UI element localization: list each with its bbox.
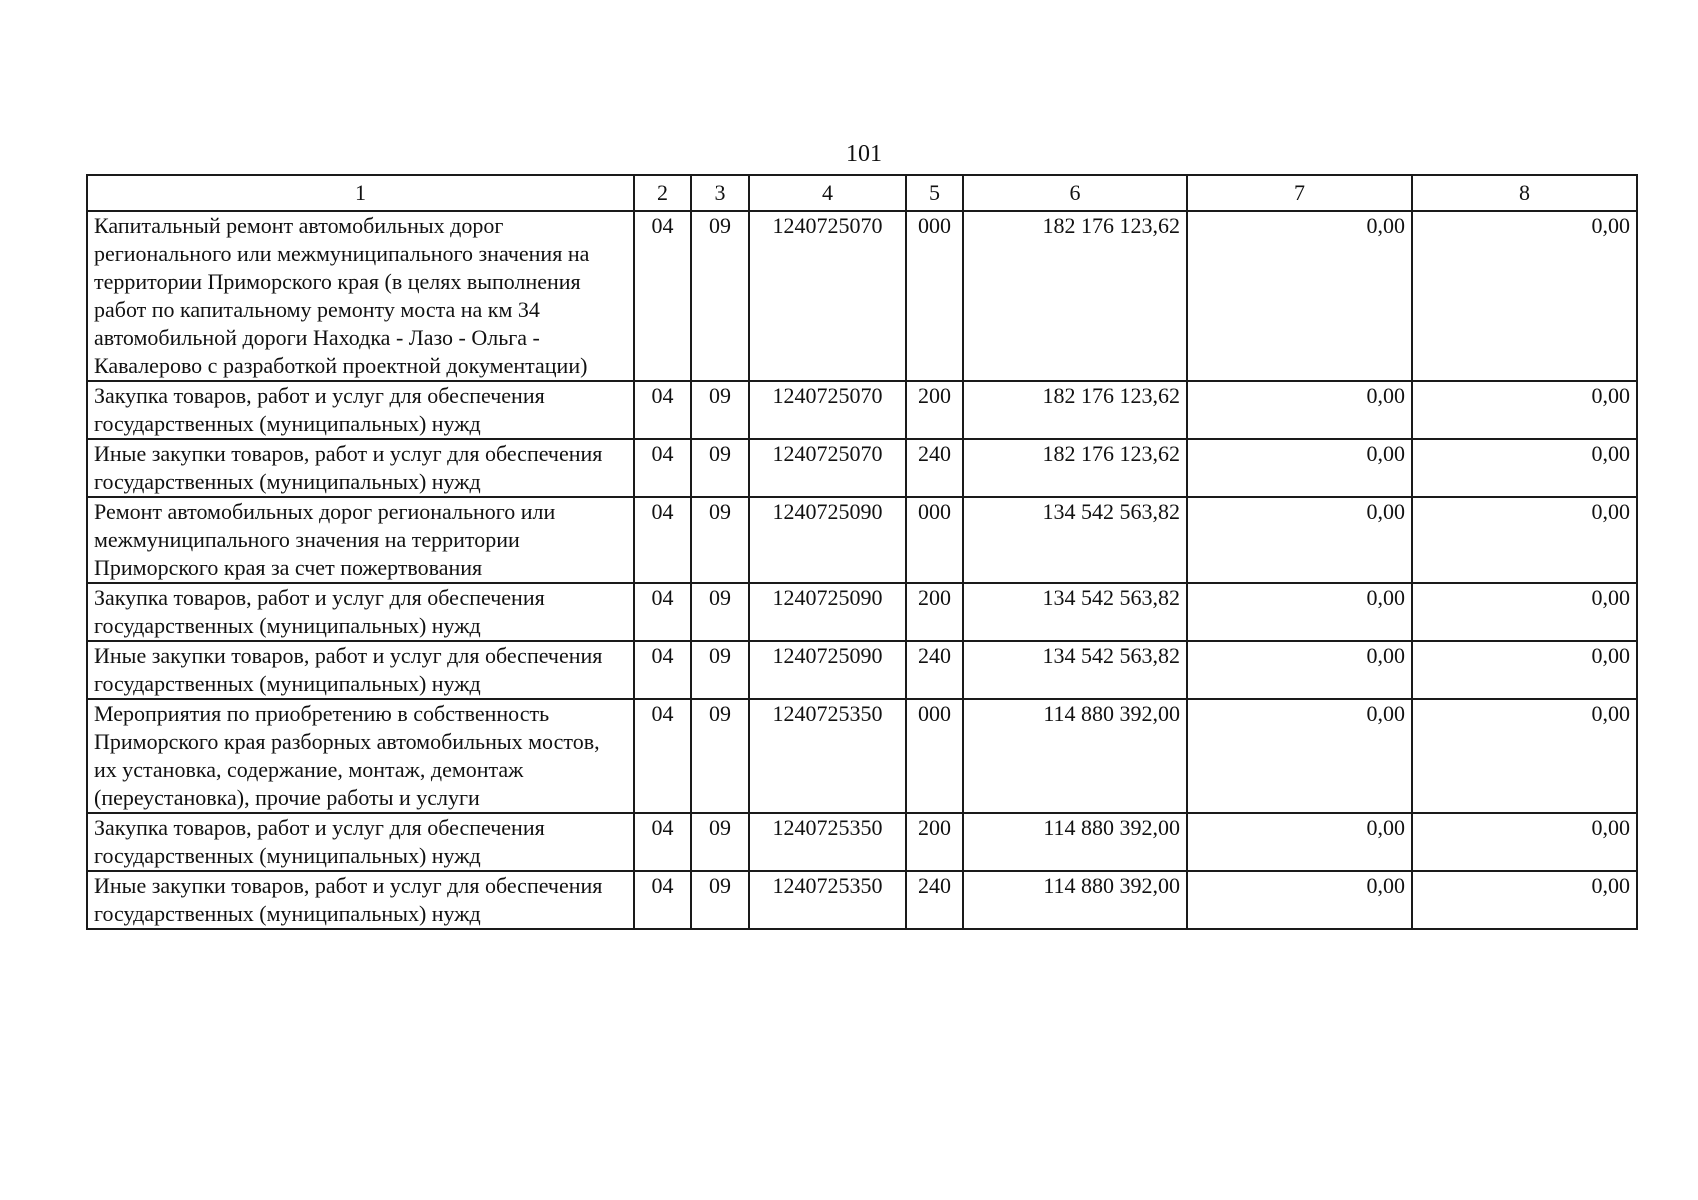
amount-col-6: 134 542 563,82: [963, 641, 1187, 699]
amount-col-6: 114 880 392,00: [963, 699, 1187, 813]
amount-col-8: 0,00: [1412, 211, 1637, 381]
header-row: [87, 175, 1637, 211]
amount-col-8: 0,00: [1412, 583, 1637, 641]
section-code: 04: [634, 583, 691, 641]
header-col-6: 6: [963, 175, 1187, 211]
header-col-8: 8: [1412, 175, 1637, 211]
subsection-code: 09: [691, 583, 749, 641]
row-name: Мероприятия по приобретению в собственность Приморского края разборных автомобильных мостов, их установка, содержание, монтаж, демонтаж (переустановка), прочие работы и услуги: [87, 699, 634, 813]
amount-col-7: 0,00: [1187, 871, 1412, 929]
target-article-code: 1240725350: [749, 871, 906, 929]
amount-col-8: 0,00: [1412, 699, 1637, 813]
amount-col-7: 0,00: [1187, 497, 1412, 583]
row-name: Закупка товаров, работ и услуг для обеспечения государственных (муниципальных) нужд: [87, 813, 634, 871]
target-article-code: 1240725070: [749, 381, 906, 439]
target-article-code: 1240725090: [749, 583, 906, 641]
row-name: Иные закупки товаров, работ и услуг для обеспечения государственных (муниципальных) нужд: [87, 871, 634, 929]
section-code: 04: [634, 813, 691, 871]
amount-col-8: 0,00: [1412, 641, 1637, 699]
budget-table: [86, 174, 1638, 930]
table-row: [87, 699, 1637, 813]
row-name: Закупка товаров, работ и услуг для обеспечения государственных (муниципальных) нужд: [87, 381, 634, 439]
expense-type-code: 240: [906, 641, 963, 699]
amount-col-8: 0,00: [1412, 871, 1637, 929]
section-code: 04: [634, 381, 691, 439]
expense-type-code: 240: [906, 871, 963, 929]
section-code: 04: [634, 211, 691, 381]
subsection-code: 09: [691, 211, 749, 381]
subsection-code: 09: [691, 381, 749, 439]
amount-col-7: 0,00: [1187, 211, 1412, 381]
row-name: Иные закупки товаров, работ и услуг для обеспечения государственных (муниципальных) нужд: [87, 641, 634, 699]
header-col-5: 5: [906, 175, 963, 211]
row-name: Иные закупки товаров, работ и услуг для обеспечения государственных (муниципальных) нужд: [87, 439, 634, 497]
section-code: 04: [634, 497, 691, 583]
amount-col-8: 0,00: [1412, 813, 1637, 871]
amount-col-6: 114 880 392,00: [963, 871, 1187, 929]
amount-col-7: 0,00: [1187, 583, 1412, 641]
table-row: [87, 211, 1637, 381]
subsection-code: 09: [691, 439, 749, 497]
row-name: Ремонт автомобильных дорог регионального или межмуниципального значения на территории Приморского края за счет пожертвования: [87, 497, 634, 583]
table-row: [87, 871, 1637, 929]
subsection-code: 09: [691, 497, 749, 583]
table-row: [87, 583, 1637, 641]
amount-col-8: 0,00: [1412, 381, 1637, 439]
target-article-code: 1240725350: [749, 699, 906, 813]
amount-col-7: 0,00: [1187, 813, 1412, 871]
expense-type-code: 000: [906, 497, 963, 583]
table-row: [87, 381, 1637, 439]
amount-col-8: 0,00: [1412, 439, 1637, 497]
expense-type-code: 200: [906, 813, 963, 871]
section-code: 04: [634, 871, 691, 929]
header-col-1: 1: [87, 175, 634, 211]
page-number: 101: [846, 141, 882, 167]
header-col-3: 3: [691, 175, 749, 211]
amount-col-6: 182 176 123,62: [963, 211, 1187, 381]
amount-col-6: 134 542 563,82: [963, 497, 1187, 583]
subsection-code: 09: [691, 641, 749, 699]
amount-col-7: 0,00: [1187, 699, 1412, 813]
header-col-4: 4: [749, 175, 906, 211]
subsection-code: 09: [691, 813, 749, 871]
row-name: Капитальный ремонт автомобильных дорог регионального или межмуниципального значения на территории Приморского края (в целях выполнения работ по капитальному ремонту моста на км 34 автомобильной дороги Находка - Лазо - Ольга - Кавалерово с разработкой проектной документации): [87, 211, 634, 381]
expense-type-code: 240: [906, 439, 963, 497]
target-article-code: 1240725350: [749, 813, 906, 871]
table-row: [87, 813, 1637, 871]
table-row: [87, 641, 1637, 699]
expense-type-code: 000: [906, 699, 963, 813]
subsection-code: 09: [691, 699, 749, 813]
amount-col-7: 0,00: [1187, 381, 1412, 439]
section-code: 04: [634, 439, 691, 497]
expense-type-code: 000: [906, 211, 963, 381]
expense-type-code: 200: [906, 381, 963, 439]
table-row: [87, 497, 1637, 583]
section-code: 04: [634, 699, 691, 813]
row-name: Закупка товаров, работ и услуг для обеспечения государственных (муниципальных) нужд: [87, 583, 634, 641]
expense-type-code: 200: [906, 583, 963, 641]
table-header: [87, 175, 1637, 211]
amount-col-6: 134 542 563,82: [963, 583, 1187, 641]
amount-col-6: 182 176 123,62: [963, 381, 1187, 439]
amount-col-6: 114 880 392,00: [963, 813, 1187, 871]
header-col-2: 2: [634, 175, 691, 211]
target-article-code: 1240725090: [749, 641, 906, 699]
section-code: 04: [634, 641, 691, 699]
target-article-code: 1240725070: [749, 211, 906, 381]
subsection-code: 09: [691, 871, 749, 929]
header-col-7: 7: [1187, 175, 1412, 211]
table-row: [87, 439, 1637, 497]
amount-col-8: 0,00: [1412, 497, 1637, 583]
table-body: [87, 211, 1637, 929]
target-article-code: 1240725070: [749, 439, 906, 497]
amount-col-7: 0,00: [1187, 641, 1412, 699]
amount-col-7: 0,00: [1187, 439, 1412, 497]
target-article-code: 1240725090: [749, 497, 906, 583]
amount-col-6: 182 176 123,62: [963, 439, 1187, 497]
